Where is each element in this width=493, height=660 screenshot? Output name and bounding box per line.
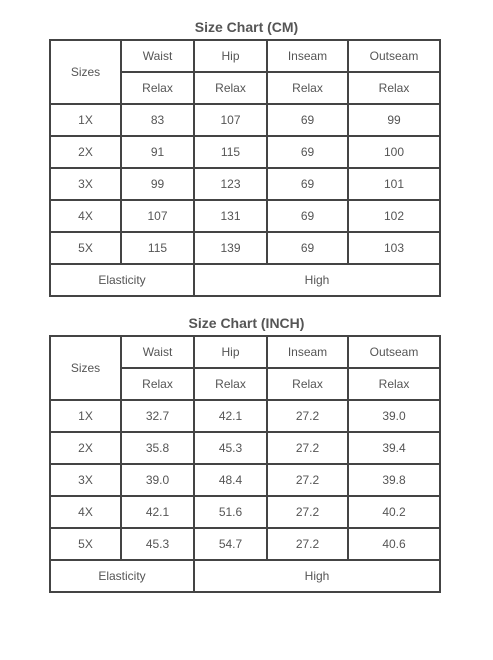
size-table-cm	[49, 39, 441, 297]
hip-cell: 123	[194, 168, 267, 200]
inseam-cell: 27.2	[267, 496, 348, 528]
table-row	[50, 496, 440, 528]
hip-subheader: Relax	[194, 72, 267, 104]
inseam-cell: 69	[267, 136, 348, 168]
waist-cell: 99	[121, 168, 194, 200]
size-cell: 1X	[50, 104, 121, 136]
outseam-cell: 103	[348, 232, 440, 264]
elasticity-label: Elasticity	[50, 264, 194, 296]
outseam-cell: 39.0	[348, 400, 440, 432]
header-row	[50, 336, 440, 368]
waist-subheader: Relax	[121, 368, 194, 400]
size-cell: 5X	[50, 528, 121, 560]
outseam-header: Outseam	[348, 336, 440, 368]
chart-title-inch: Size Chart (INCH)	[188, 315, 305, 331]
table-row	[50, 232, 440, 264]
size-cell: 4X	[50, 496, 121, 528]
waist-cell: 91	[121, 136, 194, 168]
inseam-cell: 69	[267, 232, 348, 264]
elasticity-value: High	[194, 264, 440, 296]
table-row	[50, 528, 440, 560]
size-table-inch	[49, 335, 441, 593]
table-row	[50, 168, 440, 200]
table-row	[50, 400, 440, 432]
elasticity-row	[50, 264, 440, 296]
hip-cell: 48.4	[194, 464, 267, 496]
waist-header: Waist	[121, 336, 194, 368]
waist-cell: 32.7	[121, 400, 194, 432]
elasticity-value: High	[194, 560, 440, 592]
table-row	[50, 200, 440, 232]
inseam-cell: 69	[267, 200, 348, 232]
waist-subheader: Relax	[121, 72, 194, 104]
outseam-cell: 39.8	[348, 464, 440, 496]
inseam-subheader: Relax	[267, 368, 348, 400]
waist-cell: 115	[121, 232, 194, 264]
elasticity-row	[50, 560, 440, 592]
hip-header: Hip	[194, 40, 267, 72]
outseam-cell: 102	[348, 200, 440, 232]
waist-cell: 39.0	[121, 464, 194, 496]
outseam-subheader: Relax	[348, 368, 440, 400]
hip-cell: 131	[194, 200, 267, 232]
chart-title-cm: Size Chart (CM)	[194, 19, 299, 35]
outseam-cell: 100	[348, 136, 440, 168]
outseam-cell: 101	[348, 168, 440, 200]
waist-cell: 42.1	[121, 496, 194, 528]
inseam-cell: 27.2	[267, 400, 348, 432]
inseam-subheader: Relax	[267, 72, 348, 104]
inseam-cell: 27.2	[267, 464, 348, 496]
outseam-cell: 40.6	[348, 528, 440, 560]
inseam-cell: 27.2	[267, 528, 348, 560]
hip-cell: 54.7	[194, 528, 267, 560]
sizes-header: Sizes	[50, 336, 121, 400]
waist-cell: 83	[121, 104, 194, 136]
outseam-header: Outseam	[348, 40, 440, 72]
inseam-cell: 27.2	[267, 432, 348, 464]
header-row	[50, 40, 440, 72]
table-row	[50, 104, 440, 136]
inseam-header: Inseam	[267, 40, 348, 72]
outseam-cell: 99	[348, 104, 440, 136]
inseam-header: Inseam	[267, 336, 348, 368]
hip-header: Hip	[194, 336, 267, 368]
outseam-cell: 39.4	[348, 432, 440, 464]
size-cell: 3X	[50, 464, 121, 496]
waist-cell: 35.8	[121, 432, 194, 464]
waist-cell: 45.3	[121, 528, 194, 560]
waist-header: Waist	[121, 40, 194, 72]
waist-cell: 107	[121, 200, 194, 232]
table-row	[50, 464, 440, 496]
size-cell: 4X	[50, 200, 121, 232]
size-cell: 1X	[50, 400, 121, 432]
inseam-cell: 69	[267, 104, 348, 136]
hip-cell: 107	[194, 104, 267, 136]
size-cell: 2X	[50, 136, 121, 168]
hip-cell: 42.1	[194, 400, 267, 432]
table-row	[50, 136, 440, 168]
hip-subheader: Relax	[194, 368, 267, 400]
size-cell: 5X	[50, 232, 121, 264]
hip-cell: 115	[194, 136, 267, 168]
size-cell: 2X	[50, 432, 121, 464]
sizes-header: Sizes	[50, 40, 121, 104]
size-cell: 3X	[50, 168, 121, 200]
table-row	[50, 432, 440, 464]
hip-cell: 139	[194, 232, 267, 264]
outseam-cell: 40.2	[348, 496, 440, 528]
outseam-subheader: Relax	[348, 72, 440, 104]
hip-cell: 51.6	[194, 496, 267, 528]
inseam-cell: 69	[267, 168, 348, 200]
hip-cell: 45.3	[194, 432, 267, 464]
elasticity-label: Elasticity	[50, 560, 194, 592]
